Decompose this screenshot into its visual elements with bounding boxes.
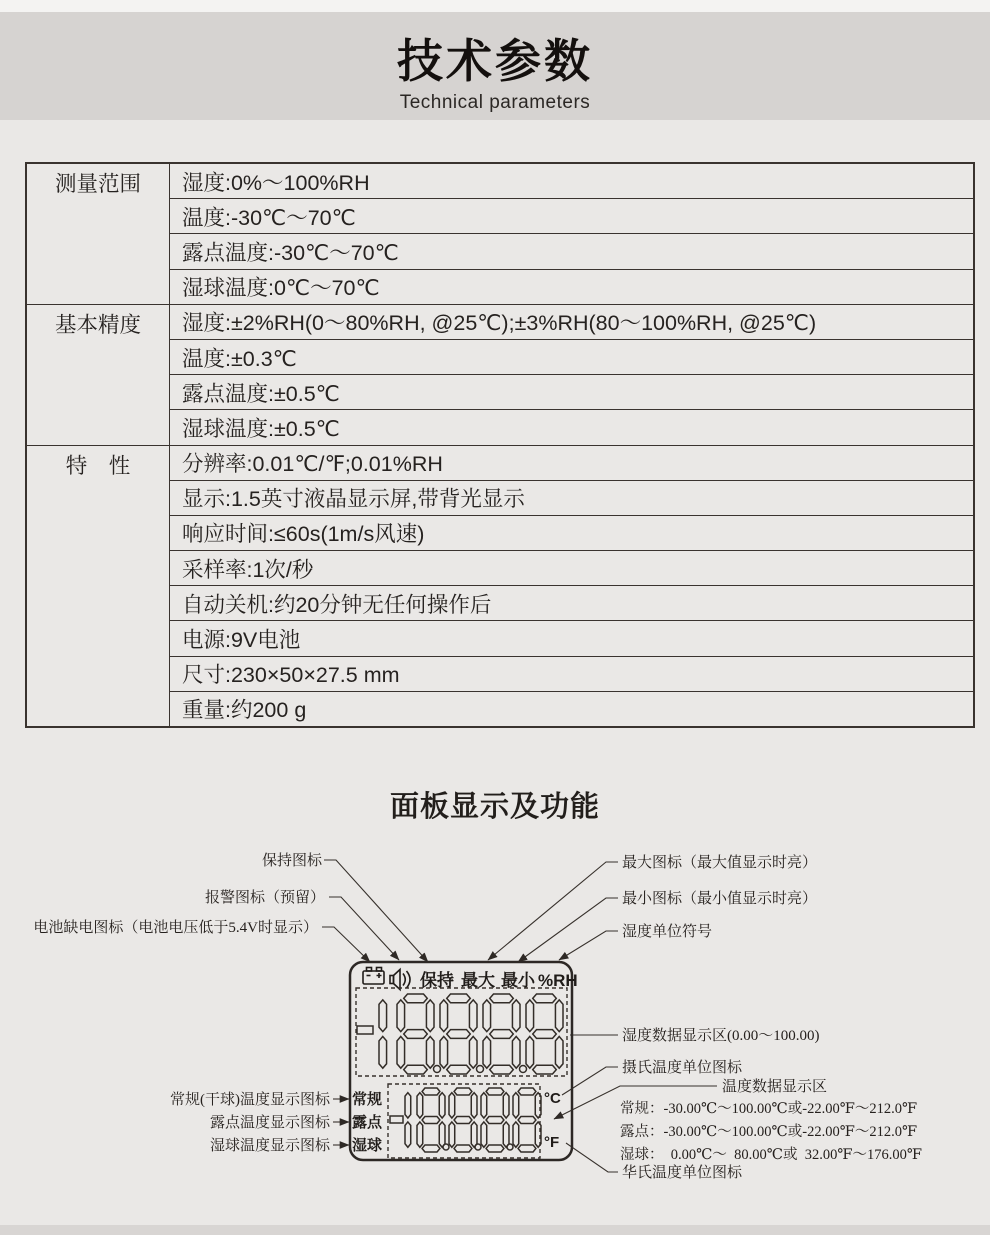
spec-row: 湿度:0%～100%RH — [170, 163, 975, 199]
spec-row: 显示:1.5英寸液晶显示屏,带背光显示 — [170, 480, 975, 515]
spec-row: 湿球温度:±0.5℃ — [170, 410, 975, 445]
callout-hold-icon — [262, 852, 428, 962]
spec-row: 响应时间:≤60s(1m/s风速) — [170, 515, 975, 550]
spec-row: 温度:-30℃～70℃ — [170, 199, 975, 234]
callout-fahrenheit-unit-label: 华氏温度单位图标 — [622, 1165, 743, 1181]
callout-humidity-unit — [559, 922, 712, 960]
lcd-humidity-display-area — [356, 988, 567, 1076]
spec-group-measure-range: 测量范围 — [26, 163, 170, 304]
battery-low-icon — [363, 968, 384, 985]
spec-row: 温度:±0.3℃ — [170, 339, 975, 374]
temp-range-dew: 露点：-30.00℃～100.00℃或-22.00℉～212.0℉ — [620, 1124, 918, 1140]
spec-group-features: 特 性 — [26, 445, 170, 727]
spec-row: 露点温度:-30℃～70℃ — [170, 234, 975, 269]
callout-max-label: 最大图标（最大值显示时亮） — [622, 855, 818, 871]
section-title: 面板显示及功能 — [389, 791, 600, 823]
callout-wet-temp-label: 湿球温度显示图标 — [209, 1138, 330, 1154]
spec-row: 采样率:1次/秒 — [170, 551, 975, 586]
panel-diagram — [0, 810, 990, 1220]
page-title: 技术参数 — [397, 35, 593, 87]
spec-row: 露点温度:±0.5℃ — [170, 375, 975, 410]
callout-battery-label: 电池缺电图标（电池电压低于5.4V时显示） — [33, 920, 318, 936]
callout-humidity-area-label: 湿度数据显示区(0.00～100.00) — [622, 1028, 820, 1044]
callout-dew-temp-label: 露点温度显示图标 — [209, 1115, 330, 1131]
lcd-rh-unit: %RH — [538, 971, 578, 990]
callout-normal-temp-label: 常规(干球)温度显示图标 — [170, 1092, 330, 1108]
spec-table — [25, 162, 975, 728]
lcd-celsius-unit: °C — [544, 1090, 561, 1107]
lcd-normal-indicator: 常规 — [352, 1091, 383, 1108]
temp-range-normal: 常规：-30.00℃～100.00℃或-22.00℉～212.0℉ — [620, 1101, 918, 1117]
page-header — [0, 12, 990, 120]
callout-celsius-unit-label: 摄氏温度单位图标 — [622, 1060, 743, 1076]
page-subtitle: Technical parameters — [399, 92, 591, 113]
lcd-panel — [350, 962, 578, 1160]
lcd-hold-indicator: 保持 — [420, 971, 454, 990]
callout-hold-label: 保持图标 — [261, 853, 322, 869]
lcd-dew-indicator: 露点 — [352, 1114, 383, 1131]
alarm-speaker-icon — [390, 970, 410, 990]
table-row — [26, 163, 974, 199]
callout-humidity-unit-label: 湿度单位符号 — [622, 924, 713, 940]
callout-celsius-unit — [562, 1058, 743, 1095]
callout-wet-temp-icon — [210, 1136, 349, 1154]
spec-row: 自动关机:约20分钟无任何操作后 — [170, 586, 975, 621]
callout-battery-icon — [33, 918, 370, 962]
spec-row: 湿球温度:0℃～70℃ — [170, 269, 975, 304]
callout-min-label: 最小图标（最小值显示时亮） — [622, 891, 818, 907]
spec-row: 电源:9V电池 — [170, 621, 975, 656]
callout-temp-area-label: 温度数据显示区 — [722, 1079, 828, 1095]
callout-humidity-area — [570, 1026, 820, 1044]
spec-row: 重量:约200 g — [170, 691, 975, 727]
spec-group-accuracy: 基本精度 — [26, 304, 170, 445]
callout-dew-temp-icon — [210, 1113, 349, 1131]
table-row — [26, 304, 974, 339]
lcd-wet-indicator: 湿球 — [352, 1137, 383, 1154]
lcd-temperature-display-area — [388, 1084, 541, 1158]
table-row — [26, 445, 974, 480]
spec-row: 湿度:±2%RH(0～80%RH, @25℃);±3%RH(80～100%RH, @25℃) — [170, 304, 975, 339]
spec-row: 尺寸:230×50×27.5 mm — [170, 656, 975, 691]
lcd-fahrenheit-unit: °F — [544, 1134, 560, 1151]
callout-alarm-label: 报警图标（预留） — [204, 890, 325, 906]
lcd-min-indicator: 最小 — [501, 971, 535, 990]
bottom-strip — [0, 1225, 990, 1235]
spec-row: 分辨率:0.01℃/℉;0.01%RH — [170, 445, 975, 480]
temp-range-wet: 湿球： 0.00℃～ 80.00℃或 32.00℉～176.00℉ — [620, 1147, 923, 1163]
top-strip — [0, 0, 990, 12]
callout-normal-temp-icon — [170, 1090, 349, 1108]
lcd-max-indicator: 最大 — [461, 971, 495, 990]
